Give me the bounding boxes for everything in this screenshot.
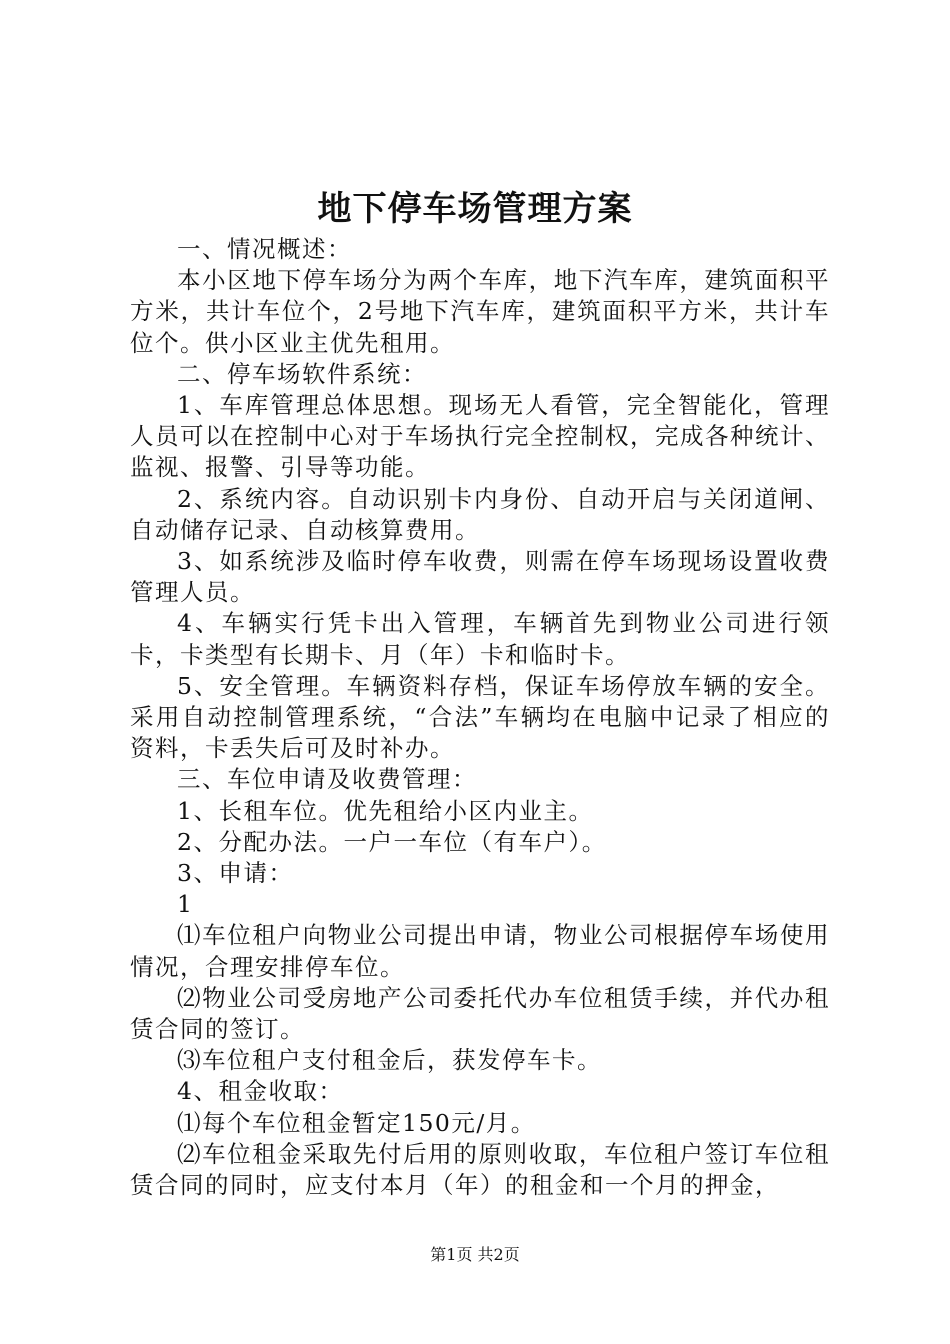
paragraph: 1、长租车位。优先租给小区内业主。	[177, 796, 594, 825]
paragraph: 本小区地下停车场分为两个车库，地下汽车库，建筑面积平方米，共计车位个，2号地下汽车库，建筑面积平方米，共计车位个。供小区业主优先租用。	[130, 266, 830, 357]
paragraph: ⑶车位租户支付租金后，获发停车卡。	[177, 1046, 602, 1075]
paragraph: 4、租金收取：	[177, 1077, 344, 1106]
paragraph: 2、分配办法。一户一车位（有车户）。	[177, 827, 607, 856]
section-heading: 一、情况概述：	[177, 235, 352, 263]
section-heading: 三、车位申请及收费管理：	[177, 765, 477, 794]
paragraph: 4、车辆实行凭卡出入管理，车辆首先到物业公司进行领卡，卡类型有长期卡、月（年）卡和临时卡。	[130, 609, 830, 669]
paragraph: 3、如系统涉及临时停车收费，则需在停车场现场设置收费管理人员。	[130, 547, 830, 607]
paragraph: 5、安全管理。车辆资料存档，保证车场停放车辆的安全。采用自动控制管理系统，“合法”车辆均在电脑中记录了相应的资料，卡丢失后可及时补办。	[130, 671, 830, 763]
paragraph: ⑵车位租金采取先付后用的原则收取，车位租户签订车位租赁合同的同时，应支付本月（年）的租金和一个月的押金，	[130, 1139, 830, 1200]
paragraph: ⑴车位租户向物业公司提出申请，物业公司根据停车场使用情况，合理安排停车位。	[130, 921, 830, 981]
paragraph: 2、系统内容。自动识别卡内身份、自动开启与关闭道闸、自动储存记录、自动核算费用。	[130, 484, 830, 544]
section-heading: 二、停车场软件系统：	[177, 359, 427, 388]
paragraph: 1	[177, 890, 194, 919]
paragraph: 3、申请：	[177, 859, 294, 888]
paragraph: ⑴每个车位租金暂定150元/月。	[177, 1108, 536, 1137]
document-body	[130, 234, 830, 1201]
document-title: 地下停车场管理方案	[317, 189, 633, 229]
paragraph: 1、车库管理总体思想。现场无人看管，完全智能化，管理人员可以在控制中心对于车场执行完全控制权，完成各种统计、监视、报警、引导等功能。	[130, 391, 830, 482]
page-footer: 第1页 共2页	[430, 1245, 520, 1264]
paragraph: ⑵物业公司受房地产公司委托代办车位租赁手续，并代办租赁合同的签订。	[130, 983, 830, 1044]
